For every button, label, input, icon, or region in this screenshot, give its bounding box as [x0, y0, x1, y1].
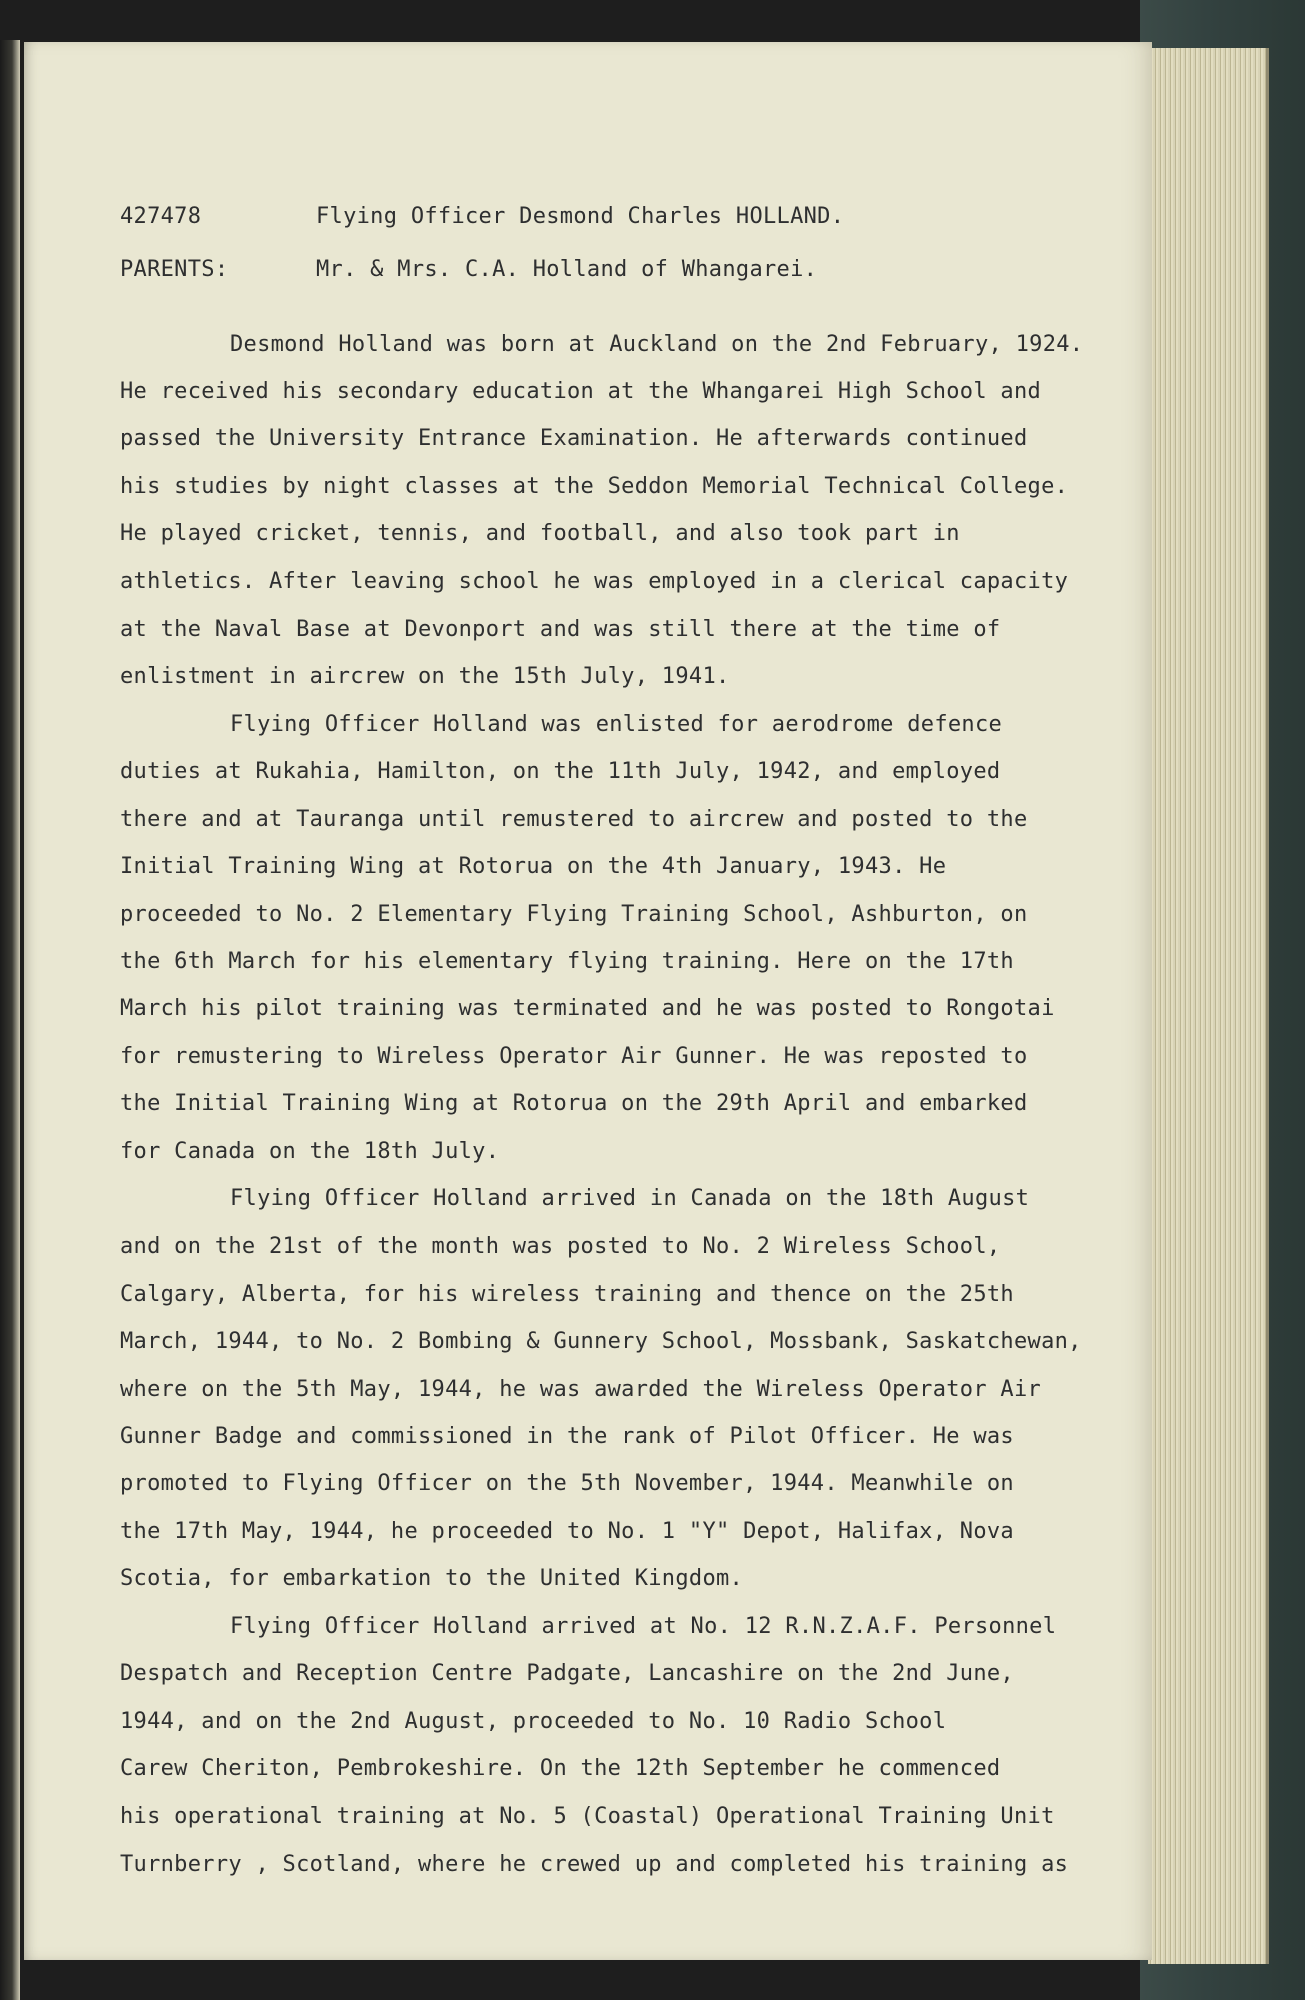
body-line: and on the 21st of the month was posted to No. 2 Wireless School,	[120, 1234, 1001, 1259]
body-line: He played cricket, tennis, and football, and also took part in	[120, 521, 960, 546]
body-line: March his pilot training was terminated and he was posted to Rongotai	[120, 996, 1055, 1021]
parents-value: Mr. & Mrs. C.A. Holland of Whangarei.	[316, 257, 818, 282]
body-line: duties at Rukahia, Hamilton, on the 11th July, 1942, and employed	[120, 759, 1001, 784]
body-line: enlistment in aircrew on the 15th July, 1941.	[120, 664, 730, 689]
service-number: 427478	[120, 204, 202, 229]
body-line: Initial Training Wing at Rotorua on the 4th January, 1943. He	[120, 854, 947, 879]
document-page	[24, 42, 1152, 1960]
body-line: 1944, and on the 2nd August, proceeded to No. 10 Radio School	[120, 1709, 947, 1734]
body-line: Scotia, for embarkation to the United Kingdom.	[120, 1566, 744, 1591]
name-line: Flying Officer Desmond Charles HOLLAND.	[316, 204, 845, 229]
body-line: where on the 5th May, 1944, he was awarded the Wireless Operator Air	[120, 1377, 1042, 1402]
body-line: the Initial Training Wing at Rotorua on the 29th April and embarked	[120, 1091, 1028, 1116]
parents-label: PARENTS:	[120, 257, 229, 282]
body-line: Desmond Holland was born at Auckland on the 2nd February, 1924.	[230, 332, 1084, 357]
body-line: there and at Tauranga until remustered to aircrew and posted to the	[120, 807, 1028, 832]
body-line: for Canada on the 18th July.	[120, 1139, 500, 1164]
body-line: promoted to Flying Officer on the 5th November, 1944. Meanwhile on	[120, 1471, 1014, 1496]
body-line: Gunner Badge and commissioned in the rank of Pilot Officer. He was	[120, 1424, 1014, 1449]
body-line: the 6th March for his elementary flying training. Here on the 17th	[120, 949, 1014, 974]
body-line: at the Naval Base at Devonport and was still there at the time of	[120, 617, 1001, 642]
body-line: athletics. After leaving school he was employed in a clerical capacity	[120, 569, 1069, 594]
left-page-edge	[0, 40, 20, 2000]
body-line: Carew Cheriton, Pembrokeshire. On the 12th September he commenced	[120, 1756, 1001, 1781]
body-line: Turnberry , Scotland, where he crewed up and completed his training as	[120, 1852, 1069, 1877]
body-line: his studies by night classes at the Seddon Memorial Technical College.	[120, 474, 1069, 499]
body-line: the 17th May, 1944, he proceeded to No. 1 "Y" Depot, Halifax, Nova	[120, 1519, 1014, 1544]
page-stack	[1148, 48, 1269, 1964]
body-line: Flying Officer Holland arrived at No. 12 R.N.Z.A.F. Personnel	[230, 1614, 1057, 1639]
body-line: Flying Officer Holland was enlisted for aerodrome defence	[230, 712, 1003, 737]
body-line: his operational training at No. 5 (Coastal) Operational Training Unit	[120, 1804, 1055, 1829]
body-line: He received his secondary education at the Whangarei High School and	[120, 379, 1042, 404]
body-line: Flying Officer Holland arrived in Canada on the 18th August	[230, 1186, 1030, 1211]
body-line: March, 1944, to No. 2 Bombing & Gunnery School, Mossbank, Saskatchewan,	[120, 1329, 1082, 1354]
body-line: for remustering to Wireless Operator Air Gunner. He was reposted to	[120, 1044, 1028, 1069]
body-line: Calgary, Alberta, for his wireless training and thence on the 25th	[120, 1282, 1014, 1307]
body-line: proceeded to No. 2 Elementary Flying Training School, Ashburton, on	[120, 902, 1028, 927]
body-line: passed the University Entrance Examination. He afterwards continued	[120, 426, 1028, 451]
body-line: Despatch and Reception Centre Padgate, Lancashire on the 2nd June,	[120, 1661, 1014, 1686]
